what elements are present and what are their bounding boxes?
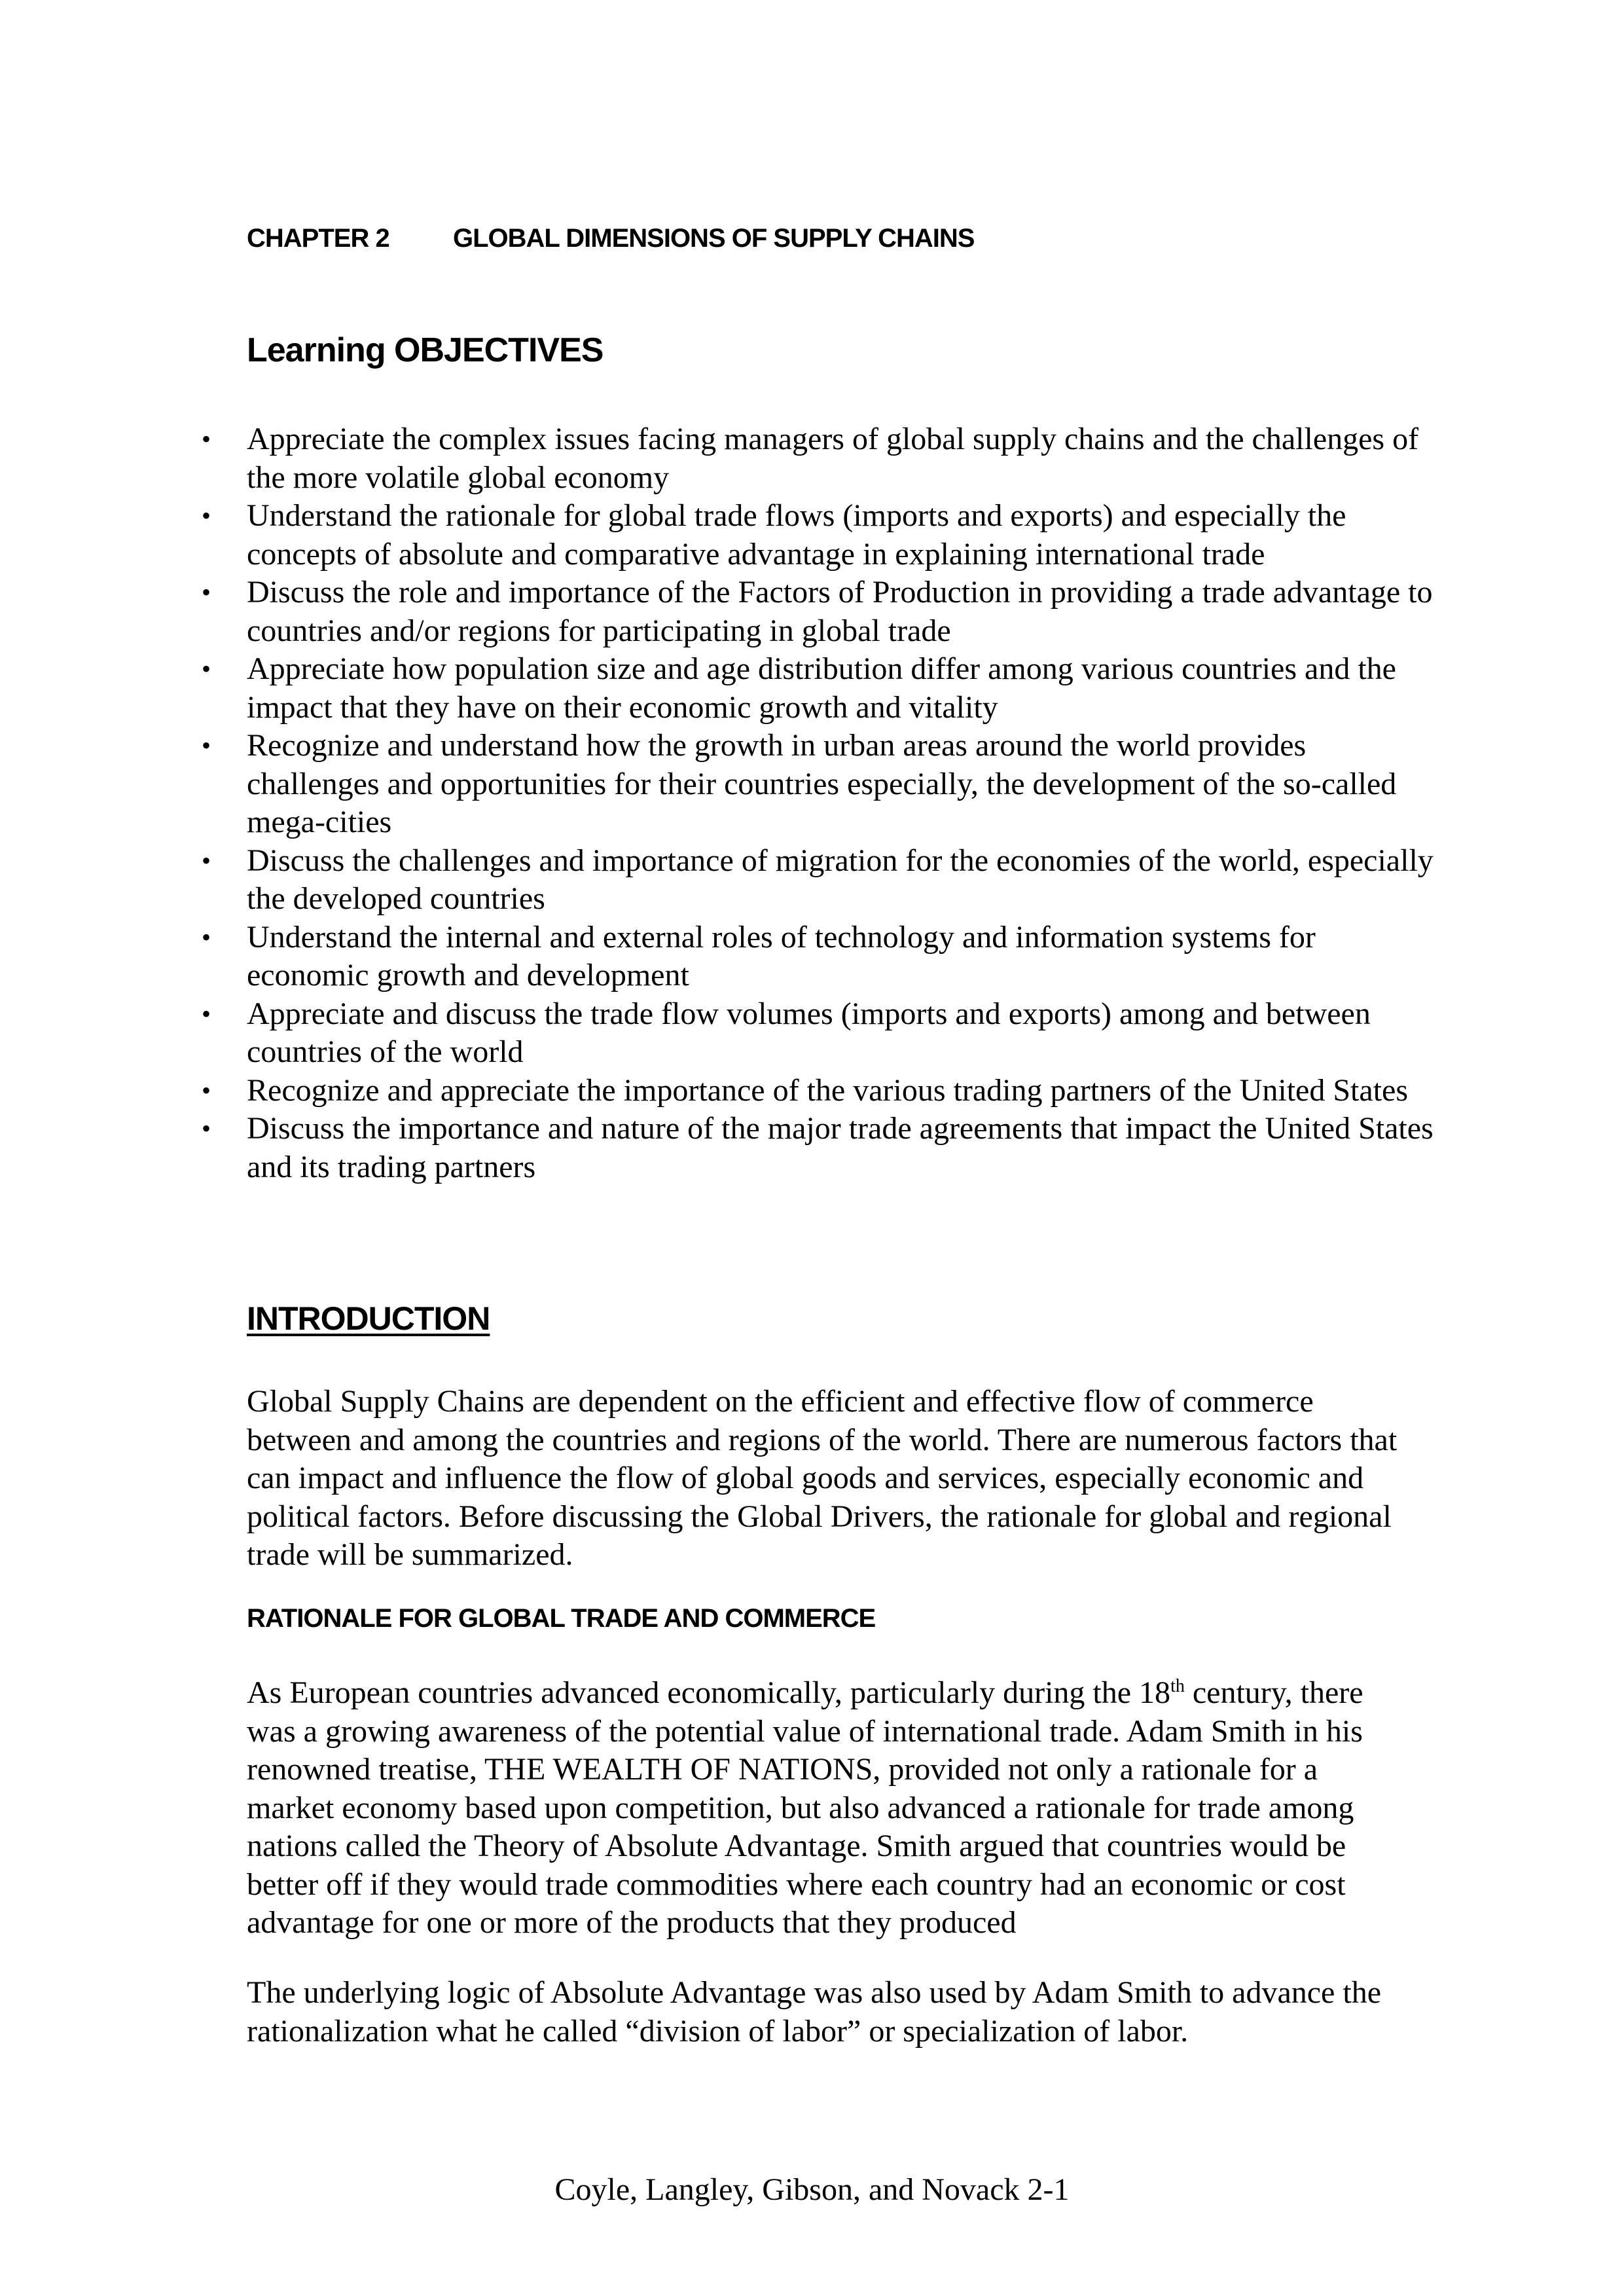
- bullet-icon: •: [202, 1075, 211, 1105]
- bullet-icon: •: [202, 998, 211, 1029]
- objective-item: • Discuss the role and importance of the Factors of Production in providing a trade advantage to countries and/or regions for participating in global trade: [202, 575, 1433, 648]
- objective-item: • Appreciate and discuss the trade flow volumes (imports and exports) among and between countries of the world: [202, 996, 1371, 1069]
- objective-item: • Discuss the challenges and importance of migration for the economies of the world, especially the developed countries: [202, 843, 1434, 916]
- introduction-paragraph: Global Supply Chains are dependent on the efficient and effective flow of commerce between and among the countries and regions of the world. There are numerous factors that can impact and influence the flow of global goods and services, especially economic and political factors. Before discussing the Global Drivers, the rationale for global and regional trade will be summarized.: [247, 1384, 1398, 1572]
- chapter-number: CHAPTER 2: [247, 224, 389, 253]
- bullet-icon: •: [202, 1114, 211, 1143]
- rationale-paragraph-1: As European countries advanced economically, particularly during the 18th century, there was a growing awareness of the potential value of international trade. Adam Smith in his renowned treatise, THE WEALTH OF NATIONS, provided not only a rationale for a market economy based upon competition, but also advanced a rationale for trade among nations called the Theory of Absolute Advantage. Smith argued that countries would be better off if they would trade commodities where each country had an economic or cost advantage for one or more of the products that they produced: [247, 1675, 1363, 1940]
- chapter-title: GLOBAL DIMENSIONS OF SUPPLY CHAINS: [453, 224, 975, 253]
- chapter-heading: [247, 224, 975, 253]
- objective-item: • Recognize and understand how the growth in urban areas around the world provides challenges and opportunities for their countries especially, the development of the so-called mega-cities: [202, 728, 1397, 839]
- learning-objectives-list: [196, 420, 1440, 1186]
- objective-item: • Recognize and appreciate the importance of the various trading partners of the United States: [196, 1072, 1440, 1110]
- bullet-icon: •: [202, 654, 211, 683]
- bullet-icon: •: [202, 501, 211, 530]
- superscript-th: th: [1170, 1676, 1185, 1696]
- bullet-icon: •: [202, 922, 211, 952]
- rationale-paragraph-2: The underlying logic of Absolute Advantage was also used by Adam Smith to advance the rationalization what he called “division of labor” or specialization of labor.: [247, 1975, 1381, 2049]
- bullet-icon: •: [202, 845, 211, 875]
- learning-objectives-heading: Learning OBJECTIVES: [247, 331, 604, 369]
- bullet-icon: •: [202, 424, 211, 454]
- introduction-heading: INTRODUCTION: [247, 1300, 490, 1337]
- objective-item: • Appreciate the complex issues facing managers of global supply chains and the challenges of the more volatile global economy: [202, 422, 1419, 495]
- objective-item: • Understand the internal and external roles of technology and information systems for economic growth and development: [202, 919, 1316, 993]
- bullet-icon: •: [202, 577, 211, 607]
- bullet-icon: •: [202, 731, 211, 760]
- rationale-heading: RATIONALE FOR GLOBAL TRADE AND COMMERCE: [247, 1604, 876, 1633]
- page-footer: Coyle, Langley, Gibson, and Novack 2-1: [554, 2172, 1070, 2207]
- objective-item: • Appreciate how population size and age distribution differ among various countries and the impact that they have on their economic growth and vitality: [202, 651, 1396, 725]
- objective-item: • Discuss the importance and nature of the major trade agreements that impact the United States and its trading partners: [202, 1111, 1434, 1184]
- objective-item: • Understand the rationale for global trade flows (imports and exports) and especially the concepts of absolute and comparative advantage in explaining international trade: [202, 498, 1346, 572]
